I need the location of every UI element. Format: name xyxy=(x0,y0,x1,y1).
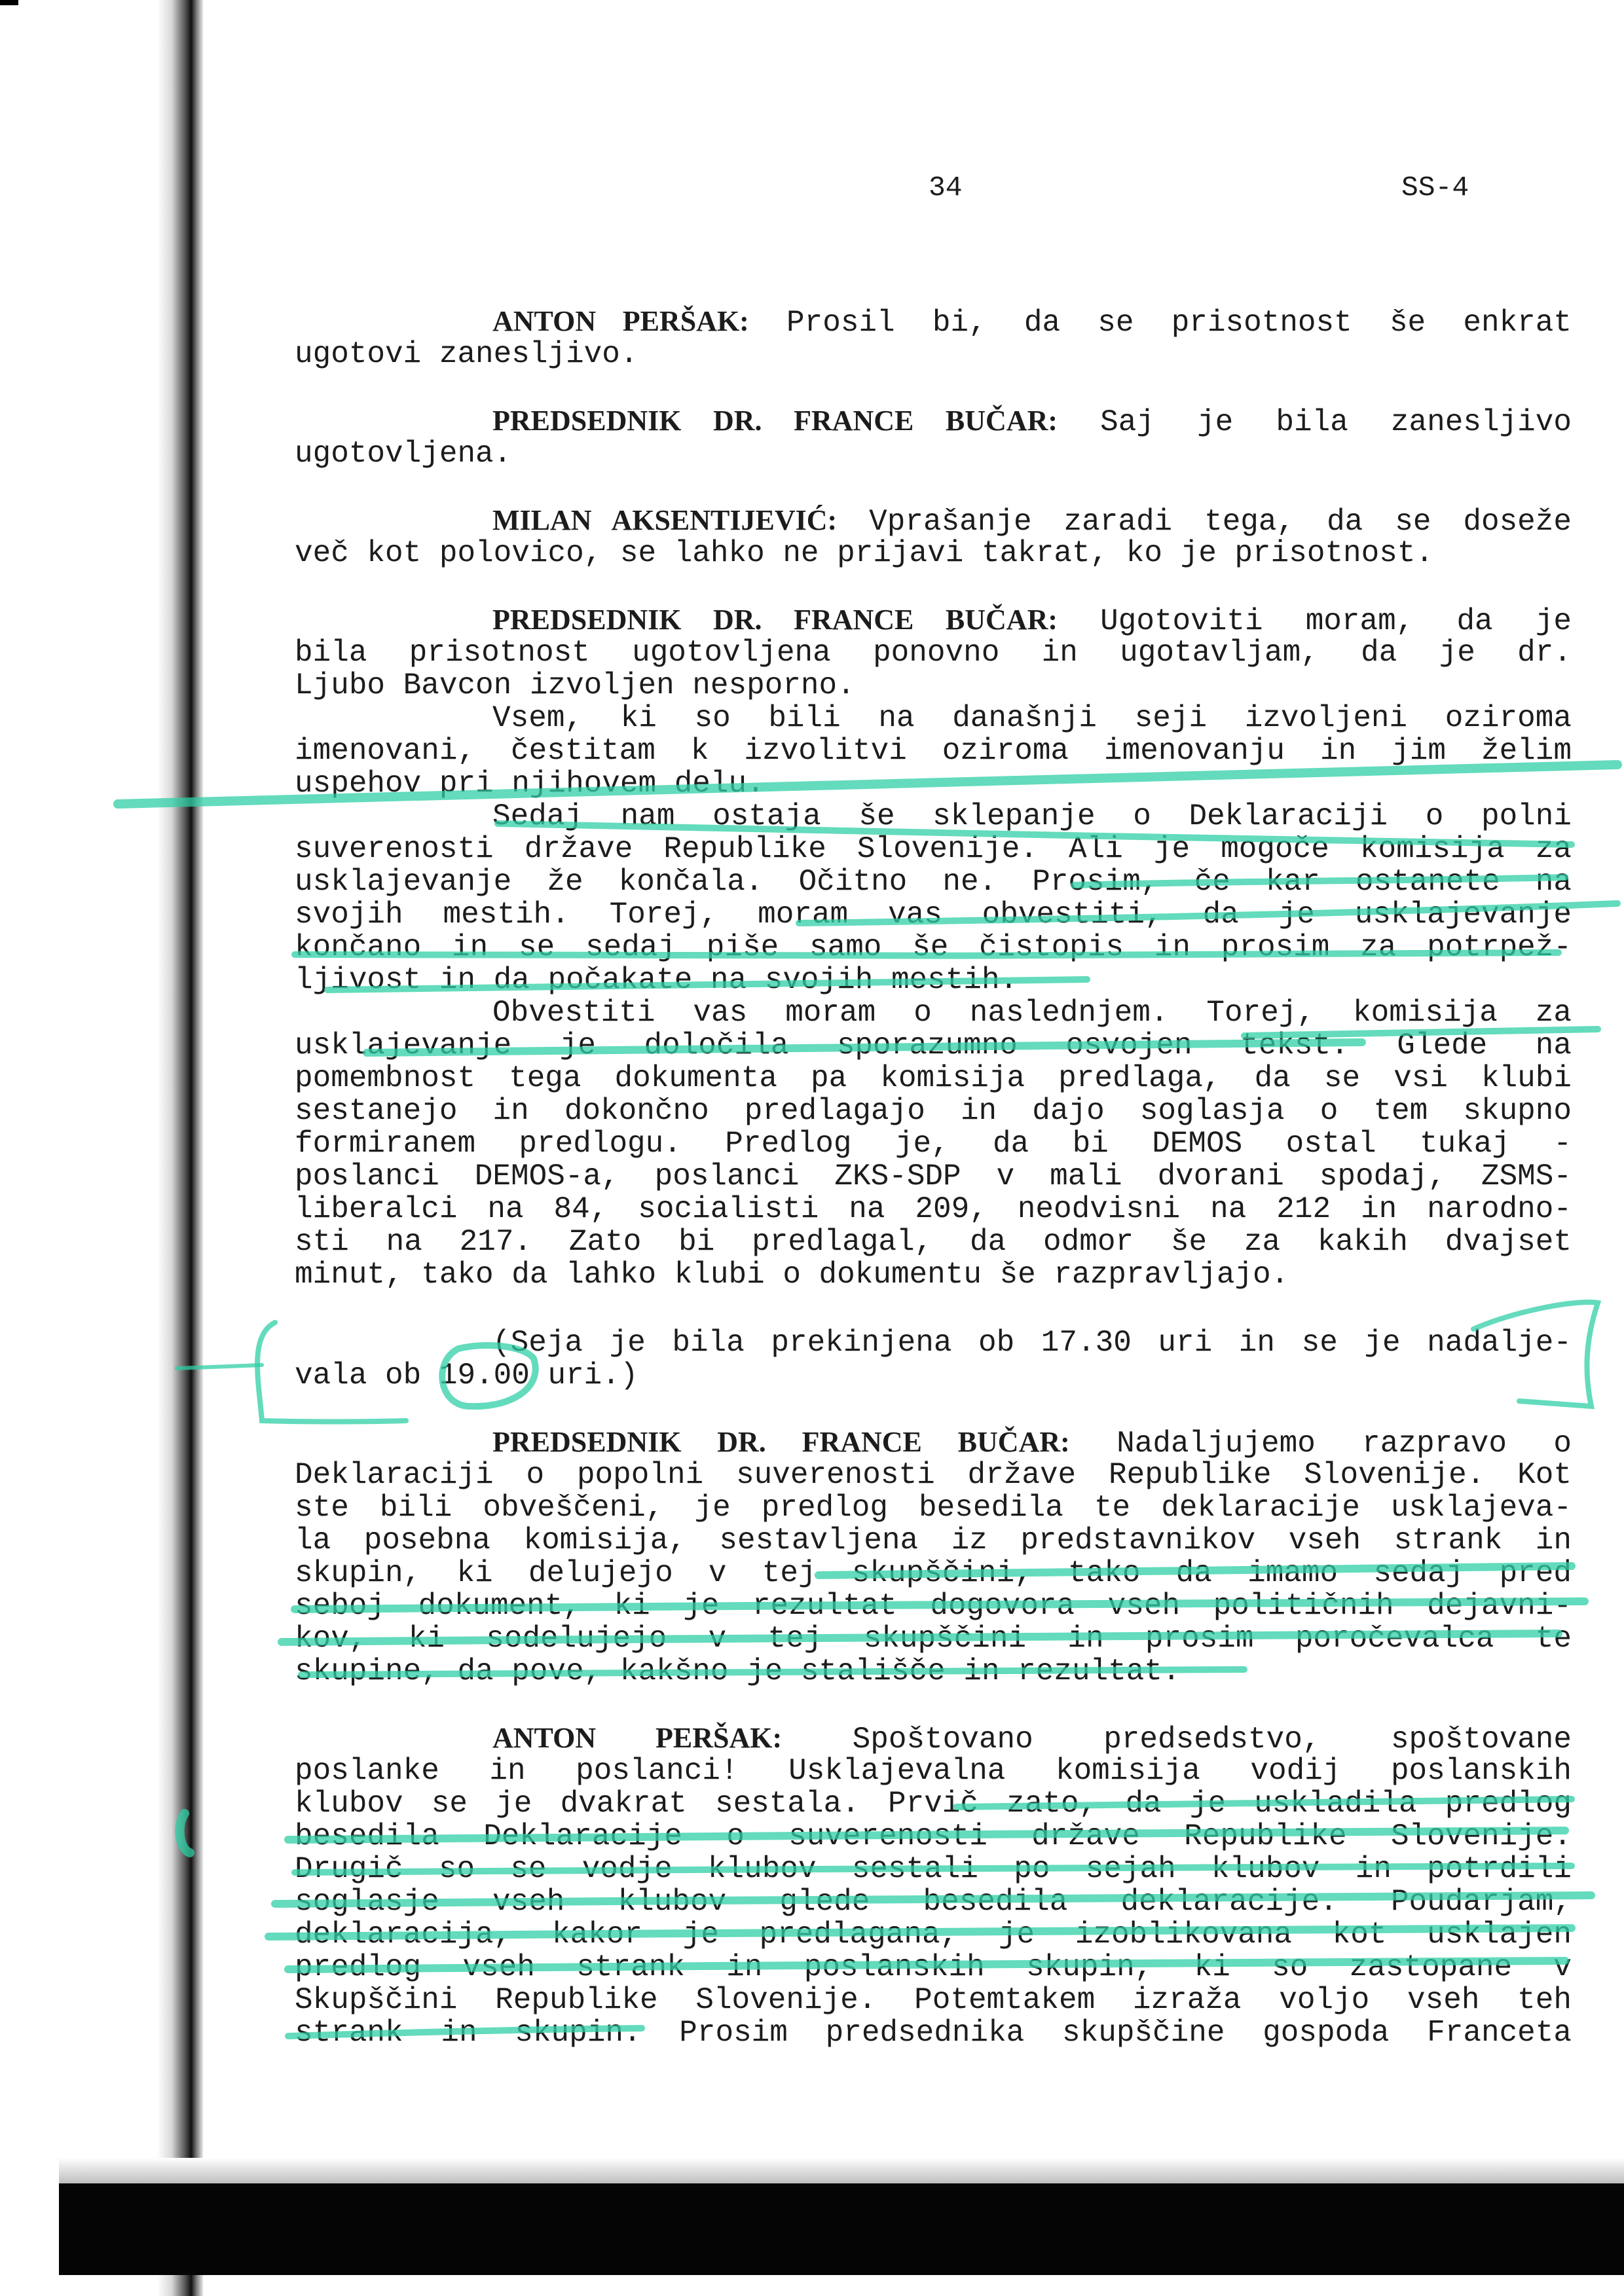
paragraph-line: minut, tako da lahko klubi o dokumentu še razpravljajo. xyxy=(295,1258,1289,1292)
paragraph-line: soglasje vseh klubov glede besedila deklaracije. Poudarjam, xyxy=(295,1885,1572,1919)
paragraph-line: svojih mestih. Torej, moram vas obvestiti, da je usklajevanje xyxy=(295,898,1572,932)
paragraph-line: sestanejo in dokončno predlagajo in dajo soglasja o tem skupno xyxy=(295,1094,1572,1128)
paragraph-line: Ljubo Bavcon izvoljen nesporno. xyxy=(295,668,855,702)
paragraph-line: uspehov pri njihovem delu. xyxy=(295,767,765,801)
paragraph-line: skupin, ki delujejo v tej skupščini, tako da imamo sedaj pred xyxy=(295,1556,1572,1590)
paragraph-line: la posebna komisija, sestavljena iz predstavnikov vseh strank in xyxy=(295,1523,1572,1558)
scan-binding-shadow xyxy=(0,0,203,2296)
paragraph-line: PREDSEDNIK DR. FRANCE BUČAR: Ugotoviti moram, da je xyxy=(492,604,1572,638)
paragraph-line: MILAN AKSENTIJEVIĆ: Vprašanje zaradi tega, da se doseže xyxy=(492,504,1572,539)
paragraph-line: sti na 217. Zato bi predlagal, da odmor še za kakih dvajset xyxy=(295,1225,1572,1259)
paragraph-line: deklaracija, kakor je predlagana, je izoblikovana kot usklajen xyxy=(295,1918,1572,1952)
paragraph-line: poslanke in poslanci! Usklajevalna komisija vodij poslanskih xyxy=(295,1754,1572,1788)
paragraph-line: več kot polovico, se lahko ne prijavi takrat, ko je prisotnost. xyxy=(295,536,1434,570)
paragraph-line: strank in skupin. Prosim predsednika skupščine gospoda Franceta xyxy=(295,2016,1572,2050)
paragraph-line: imenovani, čestitam k izvolitvi oziroma imenovanju in jim želim xyxy=(295,734,1572,768)
session-note-line: (Seja je bila prekinjena ob 17.30 uri in se je nadalje- xyxy=(492,1326,1572,1360)
speaker-name: PREDSEDNIK DR. FRANCE BUČAR: xyxy=(492,1426,1070,1458)
page-number: 34 xyxy=(929,172,963,204)
paragraph-line: ste bili obveščeni, je predlog besedila te deklaracije usklajeva- xyxy=(295,1491,1572,1525)
speaker-name: MILAN AKSENTIJEVIĆ: xyxy=(492,504,838,536)
session-note-line: vala ob 19.00 uri.) xyxy=(295,1358,638,1393)
speaker-name: ANTON PERŠAK: xyxy=(492,1722,783,1754)
document-code: SS-4 xyxy=(1401,172,1469,204)
speaker-name: PREDSEDNIK DR. FRANCE BUČAR: xyxy=(492,604,1058,636)
paragraph-line: ugotovljena. xyxy=(295,437,512,471)
paragraph-line: ljivost in da počakate na svojih mestih. xyxy=(295,963,1018,997)
paragraph-line: seboj dokument, ki je rezultat dogovora vseh političnih dejavni- xyxy=(295,1589,1572,1623)
paragraph-line: PREDSEDNIK DR. FRANCE BUČAR: Nadaljujemo razpravo o xyxy=(492,1426,1572,1461)
paragraph-line: Obvestiti vas moram o naslednjem. Torej, komisija za xyxy=(492,996,1572,1030)
paragraph-line: suverenosti države Republike Slovenije. Ali je mogoče komisija za xyxy=(295,832,1572,866)
paragraph-line: pomembnost tega dokumenta pa komisija predlaga, da se vsi klubi xyxy=(295,1061,1572,1095)
paragraph-line: ugotovi zanesljivo. xyxy=(295,337,638,371)
paragraph-line: usklajevanje je določila sporazumno osvojen tekst. Glede na xyxy=(295,1029,1572,1063)
paragraph-line: ANTON PERŠAK: Spoštovano predsedstvo, spoštovane xyxy=(492,1722,1572,1757)
speaker-name: PREDSEDNIK DR. FRANCE BUČAR: xyxy=(492,405,1058,437)
paragraph-line: predlog vseh strank in poslanskih skupin, ki so zastopane v xyxy=(295,1950,1572,1984)
paragraph-line: usklajevanje že končala. Očitno ne. Prosim, če kar ostanete na xyxy=(295,865,1572,899)
paragraph-line: ANTON PERŠAK: Prosil bi, da se prisotnost še enkrat xyxy=(492,305,1572,340)
paragraph-line: poslanci DEMOS-a, poslanci ZKS-SDP v mali dvorani spodaj, ZSMS- xyxy=(295,1159,1572,1194)
paragraph-line: končano in se sedaj piše samo še čistopis in prosim za potrpež- xyxy=(295,930,1572,964)
speaker-name: ANTON PERŠAK: xyxy=(492,305,749,337)
scan-bottom-edge xyxy=(59,2183,1624,2275)
paragraph-line: klubov se je dvakrat sestala. Prvič zato, da je uskladila predlog xyxy=(295,1787,1572,1821)
paragraph-line: kov, ki sodelujejo v tej skupščini in prosim poročevalca te xyxy=(295,1622,1572,1656)
paragraph-line: Drugič so se vodje klubov sestali po sejah klubov in potrdili xyxy=(295,1852,1572,1886)
scan-bottom-fade xyxy=(59,2158,1624,2184)
paragraph-line: Skupščini Republike Slovenije. Potemtakem izraža voljo vseh teh xyxy=(295,1983,1572,2017)
paragraph-line: PREDSEDNIK DR. FRANCE BUČAR: Saj je bila zanesljivo xyxy=(492,405,1572,439)
paragraph-line: Sedaj nam ostaja še sklepanje o Deklaraciji o polni xyxy=(492,799,1572,833)
paragraph-line: liberalci na 84, socialisti na 209, neodvisni na 212 in narodno- xyxy=(295,1192,1572,1226)
paragraph-line: Vsem, ki so bili na današnji seji izvoljeni oziroma xyxy=(492,701,1572,735)
paragraph-line: bila prisotnost ugotovljena ponovno in ugotavljam, da je dr. xyxy=(295,636,1572,670)
paragraph-line: Deklaraciji o popolni suverenosti države Republike Slovenije. Kot xyxy=(295,1458,1572,1492)
paragraph-line: skupine, da pove, kakšno je stališče in rezultat. xyxy=(295,1654,1181,1688)
paragraph-line: besedila Deklaracije o suverenosti države Republike Slovenije. xyxy=(295,1819,1572,1853)
scan-corner-mark xyxy=(0,0,18,5)
paragraph-line: formiranem predlogu. Predlog je, da bi DEMOS ostal tukaj - xyxy=(295,1127,1572,1161)
